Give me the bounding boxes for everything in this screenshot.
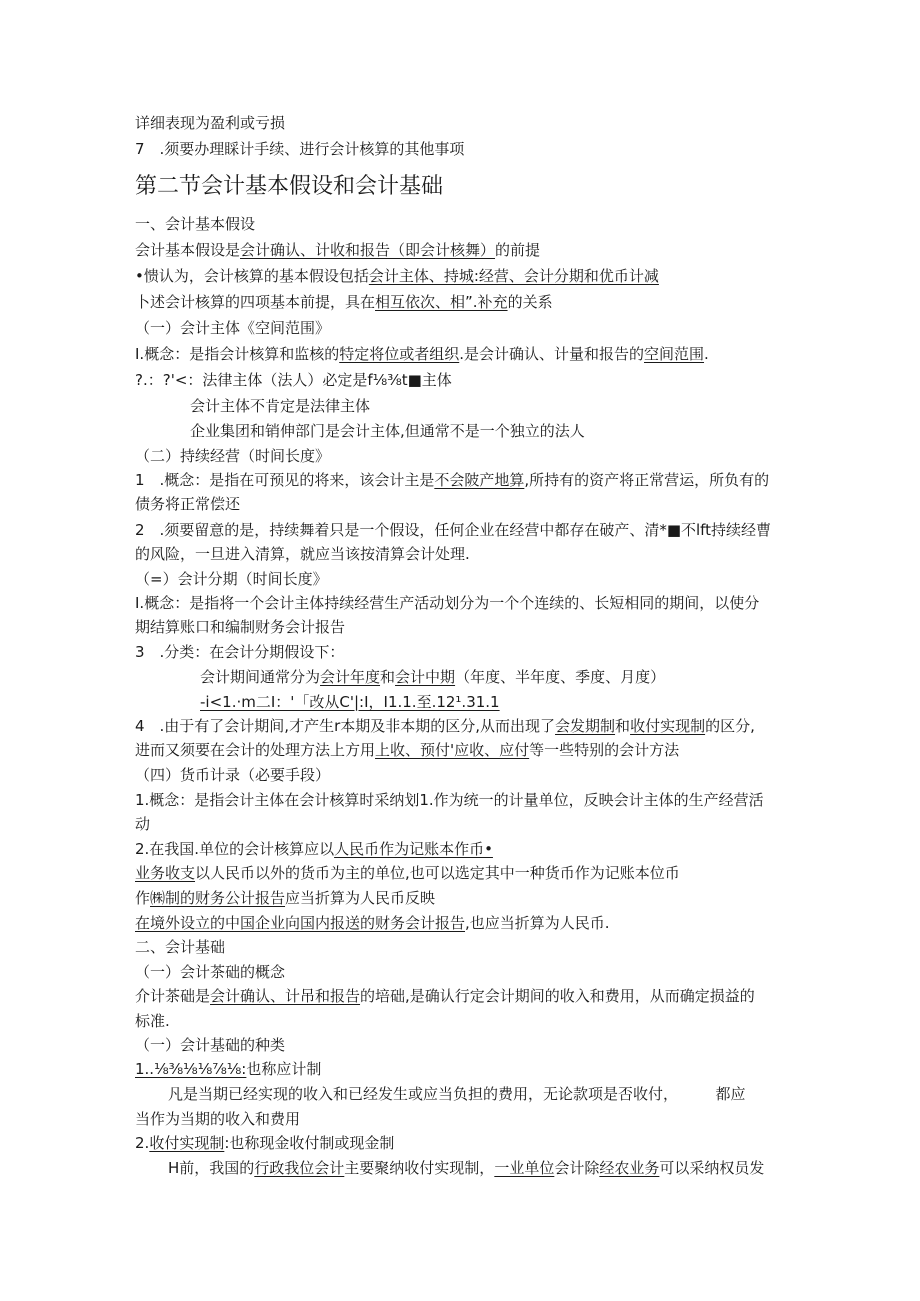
list-item: 2.收付实现制:也称现金收付制或现金制: [135, 1134, 395, 1152]
text-line: 进而又须要在会计的处理方法上方用上收、预付'应收、应付等一些特别的会计方法: [135, 741, 680, 759]
subsection-heading: （=）会计分期（时间长度》: [135, 570, 328, 588]
text-line: 会计基本假设是会计确认、计收和报告（即会计核舞）的前提: [135, 241, 541, 259]
text-line: •愦认为，会计核算的基本假设包括会计主体、持城:经营、会计分期和优币计减: [135, 267, 659, 285]
text-line: 在境外设立的中国企业向国内报送的财务会计报告,也应当折算为人民币.: [135, 914, 610, 932]
text-line: ?.：?'<：法律主体（法人）必定是f⅛⅜t■主体: [135, 371, 452, 389]
text-line: I.概念：是指会计核算和监核的特定将位或者组织.是会计确认、计量和报告的空间范围.: [135, 345, 709, 363]
subsection-heading: （一）会计主体《空间范围》: [135, 319, 331, 337]
text-line: 会计主体不肯定是法律主体: [190, 397, 371, 415]
text-line: 当作为当期的收入和费用: [135, 1110, 301, 1128]
text-line: 动: [135, 815, 151, 833]
subsection-heading: （一）会计茶础的概念: [135, 963, 286, 981]
list-item: 7 .须要办理睬计手续、进行会计核算的其他事项: [135, 140, 465, 158]
text-line: 业务收支以人民币以外的货币为主的单位,也可以选定其中一种货币作为记账本位币: [135, 864, 680, 882]
text-line: 详细表现为盈利或亏损: [135, 114, 286, 132]
subsection-heading: 一、会计基本假设: [135, 215, 256, 233]
text-line: 介计茶础是会计确认、计吊和报告的培础,是确认行定会计期间的收入和费用，从而确定损益的: [135, 987, 755, 1005]
text-line: I.概念：是指将一个会计主体持续经营生产活动划分为一个个连续的、长短相同的期间，以使分: [135, 594, 760, 612]
section-heading: 第二节会计基本假设和会计基础: [135, 174, 444, 199]
text-line: 会计期间通常分为会计年度和会计中期（年度、半年度、季度、月度）: [200, 668, 666, 686]
text-line: 2.在我国.单位的会计核算应以人民币作为记账本作币•: [135, 840, 493, 858]
list-item: 1 .概念：是指在可预见的将来，该会计主是不会陂产地算,所持有的资产将正常营运，所负有的: [135, 471, 770, 489]
text-line: 作㈱制的财务公计报告应当折算为人民币反映: [135, 889, 436, 907]
text-line: 1.概念：是指会计主体在会计核算时采纳划1.作为统一的计量单位，反映会计主体的生产经营活: [135, 791, 764, 809]
text-line: 企业集团和销伸部门是会计主体,但通常不是一个独立的法人: [190, 422, 585, 440]
text-line: 凡是当期已经实现的收入和已经发生或应当负担的费用，无论款项是否收付， 都应: [168, 1085, 746, 1103]
subsection-heading: 二、会计基础: [135, 938, 226, 956]
list-item: 2 .须要留意的是，持续舞着只是一个假设，任何企业在经营中都存在破产、清*■不lft持续经曹: [135, 521, 772, 539]
text-line: 债务将正常偿还: [135, 495, 241, 513]
text-line: 标准.: [135, 1012, 170, 1030]
list-item: 4 .由于有了会计期间,才产生r本期及非本期的区分,从而出现了会发期制和收付实现制的区分,: [135, 717, 755, 735]
text-line: 期结算账口和编制财务会计报告: [135, 618, 346, 636]
list-item: 1..⅛⅜⅛⅛⅞⅛:也称应计制: [135, 1060, 322, 1078]
text-line: -i<1.·m二I：'「改从C'|:I，I1.1.至.12¹.31.1: [200, 693, 500, 711]
subsection-heading: （二）持续经营（时间长度》: [135, 447, 331, 465]
subsection-heading: （一）会计基础的种类: [135, 1036, 286, 1054]
text-line: 卜述会计核算的四项基本前提，具在相互依次、相”.补充的关系: [135, 293, 553, 311]
list-item: 3 .分类：在会计分期假设下：: [135, 643, 345, 661]
subsection-heading: （四）货币计录（必要手段）: [135, 766, 331, 784]
text-line: H前，我国的行政我位会计主要聚纳收付实现制，一业单位会计除经农业务可以采纳权员发: [168, 1159, 765, 1177]
text-line: 的风险，一旦进入清算，就应当该按清算会计处理.: [135, 545, 470, 563]
